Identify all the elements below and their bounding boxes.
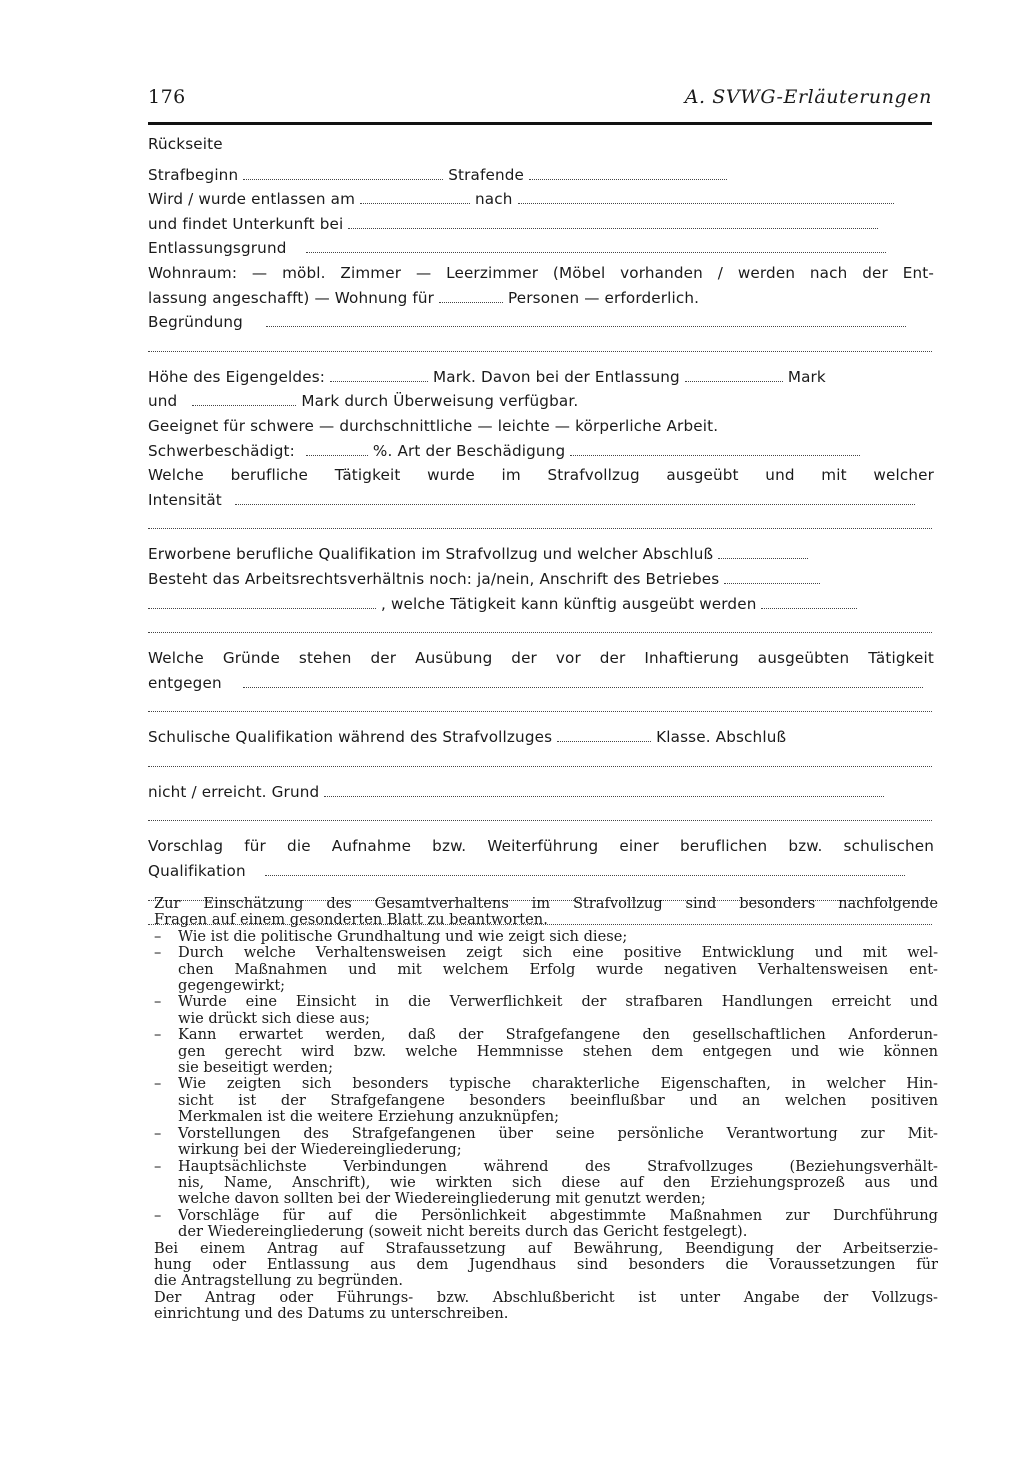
list-item: – Wurde eine Einsicht in die Verwerflichkeit der strafbaren Handlungen erreicht und wie drückt sich diese aus; bbox=[154, 993, 938, 1027]
form-line: und findet Unterkunft bei bbox=[148, 212, 934, 237]
form-line: , welche Tätigkeit kann künftig ausgeübt werden bbox=[148, 592, 934, 617]
blank-field bbox=[570, 444, 860, 456]
blank-field bbox=[148, 340, 932, 352]
blank-field bbox=[266, 315, 906, 327]
form-line: Besteht das Arbeitsrechtsverhältnis noch: ja/nein, Anschrift des Betriebes bbox=[148, 567, 934, 592]
blank-field bbox=[761, 597, 857, 609]
blank-field bbox=[529, 168, 727, 180]
page-header bbox=[148, 86, 932, 116]
form-line: Intensität bbox=[148, 488, 934, 513]
blank-field bbox=[330, 370, 428, 382]
form-line: Welche berufliche Tätigkeit wurde im Strafvollzug ausgeübt und mit welcher bbox=[148, 466, 934, 485]
list-item: – Durch welche Verhaltensweisen zeigt sich eine positive Entwicklung und mit wel- chen Maßnahmen und mit welchem Erfolg wurde negativen Verhaltensweisen ent- gegengewirkt; bbox=[154, 944, 938, 995]
form-line: Wohnraum: — möbl. Zimmer — Leerzimmer (Möbel vorhanden / werden nach der Ent- bbox=[148, 263, 934, 282]
list-item: – Vorschläge für auf die Persönlichkeit abgestimmte Maßnahmen zur Durchführung der Wiedereingliederung (soweit nicht bereits durch das Gericht festgelegt). bbox=[154, 1206, 938, 1241]
form-line: Rückseite bbox=[148, 135, 223, 153]
form-line bbox=[148, 335, 934, 359]
dash-bullet: – bbox=[154, 1124, 162, 1142]
running-title: A. SVWG-Erläuterungen bbox=[684, 86, 932, 108]
paragraph-line: hung oder Entlassung aus dem Jugendhaus sind besonders die Voraussetzungen für bbox=[154, 1255, 938, 1273]
blank-field bbox=[724, 572, 820, 584]
blank-field bbox=[265, 864, 905, 876]
form-line bbox=[148, 616, 934, 640]
form-line: nicht / erreicht. Grund bbox=[148, 780, 934, 805]
dash-bullet: – bbox=[154, 944, 162, 962]
blank-field bbox=[235, 493, 915, 505]
blank-field bbox=[360, 192, 470, 204]
dash-bullet: – bbox=[154, 927, 162, 945]
blank-field bbox=[306, 444, 368, 456]
form-line bbox=[148, 804, 934, 828]
form-line: Geeignet für schwere — durchschnittliche — leichte — körperliche Arbeit. bbox=[148, 416, 719, 435]
blank-field bbox=[148, 597, 376, 609]
instructions-text bbox=[154, 896, 938, 1323]
form-line bbox=[148, 512, 934, 536]
blank-field bbox=[348, 217, 878, 229]
dash-bullet: – bbox=[154, 1026, 162, 1044]
blank-field bbox=[439, 291, 503, 303]
list-item: – Vorstellungen des Strafgefangenen über seine persönliche Verantwortung zur Mit- wirkung bei der Wiedereingliederung; bbox=[154, 1124, 938, 1159]
blank-field bbox=[148, 755, 932, 767]
paragraph-line: die Antragstellung zu begründen. bbox=[154, 1272, 404, 1290]
form-line: lassung angeschafft) — Wohnung für Personen — erforderlich. bbox=[148, 288, 700, 307]
blank-field bbox=[243, 676, 923, 688]
list-item: – Hauptsächlichste Verbindungen während des Strafvollzuges (Beziehungsverhält- nis, Name, Anschrift), wie wirkten sich diese auf den Erziehungsprozeß aus und welche davon sollten bei der Wiedereingliederung mit genutzt werden; bbox=[154, 1157, 938, 1208]
blank-field bbox=[306, 241, 886, 253]
list-item: – Wie zeigten sich besonders typische charakterliche Eigenschaften, in welcher Hin- sicht ist der Strafgefangene besonders beeinflußbar und an welchen positiven Merkmalen ist die weitere Erziehung anzuknüpfen; bbox=[154, 1075, 938, 1126]
form-line: Strafbeginn Strafende bbox=[148, 163, 934, 188]
form-line: Entlassungsgrund bbox=[148, 236, 934, 261]
form-line: Vorschlag für die Aufnahme bzw. Weiterführung einer beruflichen bzw. schulischen bbox=[148, 837, 934, 856]
form-line: Qualifikation bbox=[148, 859, 934, 884]
dash-bullet: – bbox=[154, 1157, 162, 1175]
form-line: Schulische Qualifikation während des Strafvollzuges Klasse. Abschluß bbox=[148, 728, 787, 747]
form-line: und Mark durch Überweisung verfügbar. bbox=[148, 392, 579, 411]
form-line: entgegen bbox=[148, 671, 934, 696]
blank-field bbox=[557, 730, 651, 742]
blank-field bbox=[192, 394, 296, 406]
form-line: Höhe des Eigengeldes: Mark. Davon bei der Entlassung Mark bbox=[148, 367, 826, 386]
blank-field bbox=[685, 370, 783, 382]
paragraph-line: Zur Einschätzung des Gesamtverhaltens im Strafvollzug sind besonders nachfolgende bbox=[154, 895, 938, 912]
blank-field bbox=[518, 192, 894, 204]
paragraph-line: Bei einem Antrag auf Strafaussetzung auf Bewährung, Beendigung der Arbeitserzie- bbox=[154, 1239, 938, 1257]
paragraph-line: einrichtung und des Datums zu unterschreiben. bbox=[154, 1305, 509, 1323]
form-line: Schwerbeschädigt: %. Art der Beschädigung bbox=[148, 439, 934, 464]
form-line: Begründung bbox=[148, 310, 934, 335]
form-section bbox=[148, 132, 934, 932]
dash-bullet: – bbox=[154, 1206, 162, 1224]
form-line: Erworbene berufliche Qualifikation im Strafvollzug und welcher Abschluß bbox=[148, 542, 934, 567]
blank-field bbox=[148, 700, 932, 712]
paragraph-line: Der Antrag oder Führungs- bzw. Abschlußbericht ist unter Angabe der Vollzugs- bbox=[154, 1288, 938, 1306]
blank-field bbox=[324, 785, 884, 797]
header-rule bbox=[148, 122, 932, 125]
blank-field bbox=[718, 547, 808, 559]
page-number: 176 bbox=[148, 86, 186, 108]
dash-bullet: – bbox=[154, 1075, 162, 1093]
dash-bullet: – bbox=[154, 993, 162, 1011]
blank-field bbox=[148, 621, 932, 633]
list-item: – Wie ist die politische Grundhaltung und wie zeigt sich diese; bbox=[154, 927, 628, 945]
form-line: Wird / wurde entlassen am nach bbox=[148, 187, 934, 212]
blank-field bbox=[148, 809, 932, 821]
form-line bbox=[148, 695, 934, 719]
paragraph-line: Fragen auf einem gesonderten Blatt zu beantworten. bbox=[154, 911, 548, 929]
blank-field bbox=[243, 168, 443, 180]
form-line: Welche Gründe stehen der Ausübung der vor der Inhaftierung ausgeübten Tätigkeit bbox=[148, 649, 934, 668]
blank-field bbox=[148, 517, 932, 529]
form-line bbox=[148, 750, 934, 774]
list-item: – Kann erwartet werden, daß der Strafgefangene den gesellschaftlichen Anforderun- gen gerecht wird bzw. welche Hemmnisse stehen dem entgegen und wie können sie beseitigt werden; bbox=[154, 1026, 938, 1077]
